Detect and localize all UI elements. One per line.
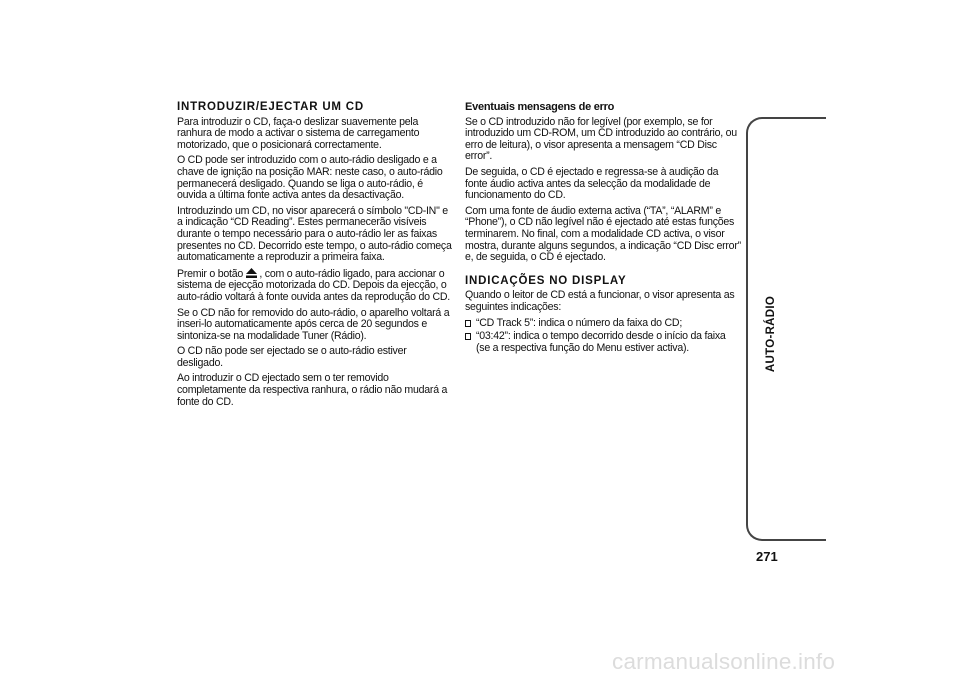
section-heading-display: INDICAÇÕES NO DISPLAY (465, 274, 627, 287)
paragraph-eject-button (177, 268, 454, 304)
list-item-text: “CD Track 5”: indica o número da faixa do CD; (476, 316, 683, 329)
paragraph: Quando o leitor de CD está a funcionar, o visor apresenta as seguintes indicações: (465, 289, 735, 313)
section-label (764, 292, 778, 376)
section-tab (746, 117, 826, 541)
paragraph: Para introduzir o CD, faça-o deslizar suavemente pela ranhura de modo a activar o sistema de carregamento motorizado, que o posicionará correctamente. (177, 115, 420, 151)
subheading-error-messages: Eventuais mensagens de erro (465, 101, 615, 113)
page-number: 271 (756, 549, 778, 564)
watermark: carmanualsonline.info (612, 649, 836, 674)
paragraph-text: Premir o botão (177, 267, 246, 280)
paragraph-text: , com o auto-rádio ligado, para accionar o sistema de ejecção motorizada do CD. Depois da ejecção, o auto-rádio voltará à fonte ouvida antes da reprodução do CD. (177, 267, 450, 303)
bullet-list (465, 318, 742, 355)
section-heading-eject: INTRODUZIR/EJECTAR UM CD (177, 101, 365, 113)
right-column (465, 102, 742, 356)
paragraph: O CD pode ser introduzido com o auto-rádio desligado e a chave de ignição na posição MAR: neste caso, o auto-rádio permanecerá desligado. Quando se liga o auto-rádio, é ouvida a última fonte activa antes da desactivação. (177, 154, 443, 202)
paragraph: De seguida, o CD é ejectado e regressa-se à audição da fonte áudio activa antes da selecção da modalidade de funcionamento do CD. (465, 165, 719, 202)
list-item-text: “03:42”: indica o tempo decorrido desde o início da faixa (se a respectiva função do Menu estiver activa). (476, 330, 726, 354)
eject-icon (246, 268, 257, 278)
paragraph: Introduzindo um CD, no visor aparecerá o símbolo "CD-IN" e a indicação “CD Reading”. Estes permanecerão visíveis durante o tempo necessário para o auto-rádio ler as faixas presentes no CD. Decorrido este tempo, o auto-rádio começa automaticamente a reproduzir a primeira faixa. (177, 204, 452, 264)
paragraph: O CD não pode ser ejectado se o auto-rádio estiver desligado. (177, 345, 407, 369)
paragraph: Se o CD não for removido do auto-rádio, o aparelho voltará a inseri-lo automaticamente após cerca de 20 segundos e sintoniza-se na modalidade Tuner (Rádio). (177, 306, 450, 342)
list-item (465, 331, 742, 354)
paragraph: Se o CD introduzido não for legível (por exemplo, se for introduzido um CD-ROM, um CD introduzido ao contrário, ou erro de leitura), o visor apresenta a mensagem “CD Disc error”. (465, 115, 737, 163)
paragraph: Com uma fonte de áudio externa activa (“TA”, “ALARM” e “Phone”), o CD não legível não é ejectado até estas funções terminarem. No final, com a modalidade CD activa, o visor mostra, durante alguns segundos, a indicação “CD Disc error” e, de seguida, o CD é ejectado. (465, 204, 741, 264)
section-label-text: AUTO-RÁDIO (765, 295, 777, 373)
checkbox-bullet-icon (465, 333, 471, 340)
left-column (177, 102, 454, 412)
paragraph: Ao introduzir o CD ejectado sem o ter removido completamente da respectiva ranhura, o rádio não mudará a fonte do CD. (177, 372, 448, 408)
checkbox-bullet-icon (465, 320, 471, 327)
list-item (465, 318, 742, 330)
